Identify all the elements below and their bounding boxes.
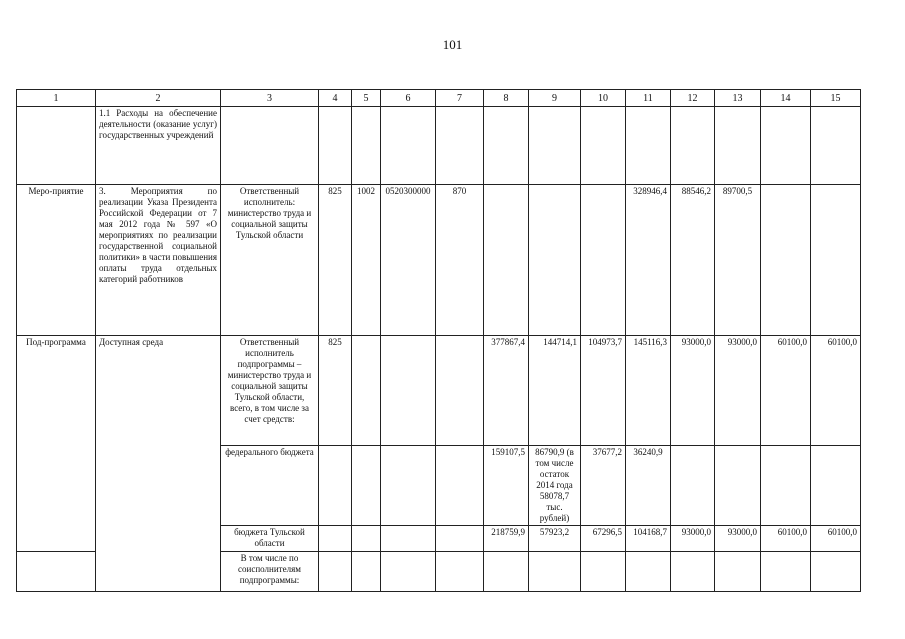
cell-value: 377867,4 <box>484 336 529 446</box>
cell <box>761 185 811 336</box>
cell-value: 86790,9 (в том числе остаток 2014 года 58078,7 тыс. рублей) <box>529 446 581 526</box>
cell <box>319 526 352 552</box>
col-header: 7 <box>436 90 484 107</box>
page-number: 101 <box>442 37 463 52</box>
cell-code: 870 <box>436 185 484 336</box>
cell <box>17 107 96 185</box>
cell <box>352 552 381 592</box>
cell <box>529 185 581 336</box>
cell-executor: Ответственный исполнитель: министерство труда и социальной защиты Тульской области <box>221 185 319 336</box>
cell <box>761 552 811 592</box>
cell-value: 104168,7 <box>626 526 671 552</box>
cell <box>671 552 715 592</box>
table-row <box>17 185 861 336</box>
cell-source: В том числе по соисполнителям подпрограммы: <box>221 552 319 592</box>
budget-table <box>16 89 861 592</box>
cell-value: 104973,7 <box>581 336 626 446</box>
cell <box>17 552 96 592</box>
cell-value: 60100,0 <box>811 336 861 446</box>
cell <box>626 552 671 592</box>
col-header: 8 <box>484 90 529 107</box>
cell-value: 60100,0 <box>811 526 861 552</box>
cell-name: 3. Мероприятия по реализации Указа Президента Российской Федерации от 7 мая 2012 года № 597 «О мероприятиях по реализации государственной социальной политики» в части повышения оплаты труда отдельных категорий работников <box>96 185 221 336</box>
cell-value: 328946,4 <box>626 185 671 336</box>
header-row <box>17 90 861 107</box>
cell <box>381 552 436 592</box>
cell-value: 218759,9 <box>484 526 529 552</box>
cell <box>436 552 484 592</box>
cell-value: 88546,2 <box>671 185 715 336</box>
cell <box>529 552 581 592</box>
cell-value: 93000,0 <box>671 336 715 446</box>
col-header: 14 <box>761 90 811 107</box>
cell-value: 93000,0 <box>671 526 715 552</box>
cell-value: 36240,9 <box>626 446 671 526</box>
cell <box>484 107 529 185</box>
cell-value: 67296,5 <box>581 526 626 552</box>
cell-code: 825 <box>319 336 352 446</box>
cell-code: 0520300000 <box>381 185 436 336</box>
cell <box>436 107 484 185</box>
col-header: 5 <box>352 90 381 107</box>
col-header: 9 <box>529 90 581 107</box>
cell <box>671 107 715 185</box>
cell <box>319 446 352 526</box>
cell-value: 159107,5 <box>484 446 529 526</box>
cell-value: 60100,0 <box>761 336 811 446</box>
cell <box>811 552 861 592</box>
col-header: 2 <box>96 90 221 107</box>
col-header: 3 <box>221 90 319 107</box>
cell-value: 60100,0 <box>761 526 811 552</box>
col-header: 4 <box>319 90 352 107</box>
table-row <box>17 107 861 185</box>
cell-executor: Ответственный исполнитель подпрограммы – министерство труда и социальной защиты Тульской области, всего, в том числе за счет средств: <box>221 336 319 446</box>
col-header: 11 <box>626 90 671 107</box>
cell <box>319 107 352 185</box>
cell-source: бюджета Тульской области <box>221 526 319 552</box>
cell <box>436 526 484 552</box>
cell-name: 1.1 Расходы на обеспечение деятельности (оказание услуг) государственных учреждений <box>96 107 221 185</box>
cell-value: 93000,0 <box>715 336 761 446</box>
cell-value: 37677,2 <box>581 446 626 526</box>
cell <box>581 185 626 336</box>
cell <box>811 107 861 185</box>
cell <box>352 446 381 526</box>
cell-value: 144714,1 <box>529 336 581 446</box>
cell-name: Доступная среда <box>96 336 221 592</box>
cell <box>352 526 381 552</box>
cell <box>436 336 484 446</box>
cell <box>484 185 529 336</box>
cell <box>436 446 484 526</box>
row-type-label: Под-программа <box>17 336 96 552</box>
col-header: 13 <box>715 90 761 107</box>
cell <box>715 552 761 592</box>
cell-value: 89700,5 <box>715 185 761 336</box>
cell <box>484 552 529 592</box>
cell-value: 93000,0 <box>715 526 761 552</box>
cell <box>381 446 436 526</box>
cell-code: 825 <box>319 185 352 336</box>
cell <box>581 552 626 592</box>
cell <box>626 107 671 185</box>
cell <box>811 185 861 336</box>
cell <box>381 336 436 446</box>
cell <box>529 107 581 185</box>
cell <box>319 552 352 592</box>
col-header: 1 <box>17 90 96 107</box>
cell <box>811 446 861 526</box>
cell <box>352 336 381 446</box>
cell <box>221 107 319 185</box>
cell <box>671 446 715 526</box>
col-header: 12 <box>671 90 715 107</box>
col-header: 15 <box>811 90 861 107</box>
table-row <box>17 336 861 446</box>
cell <box>715 446 761 526</box>
cell <box>715 107 761 185</box>
cell-value: 57923,2 <box>529 526 581 552</box>
cell <box>761 446 811 526</box>
cell <box>761 107 811 185</box>
cell <box>381 107 436 185</box>
cell-value: 145116,3 <box>626 336 671 446</box>
cell <box>352 107 381 185</box>
row-type-label: Меро-приятие <box>17 185 96 336</box>
cell <box>381 526 436 552</box>
cell-code: 1002 <box>352 185 381 336</box>
col-header: 10 <box>581 90 626 107</box>
col-header: 6 <box>381 90 436 107</box>
cell <box>581 107 626 185</box>
cell-source: федерального бюджета <box>221 446 319 526</box>
